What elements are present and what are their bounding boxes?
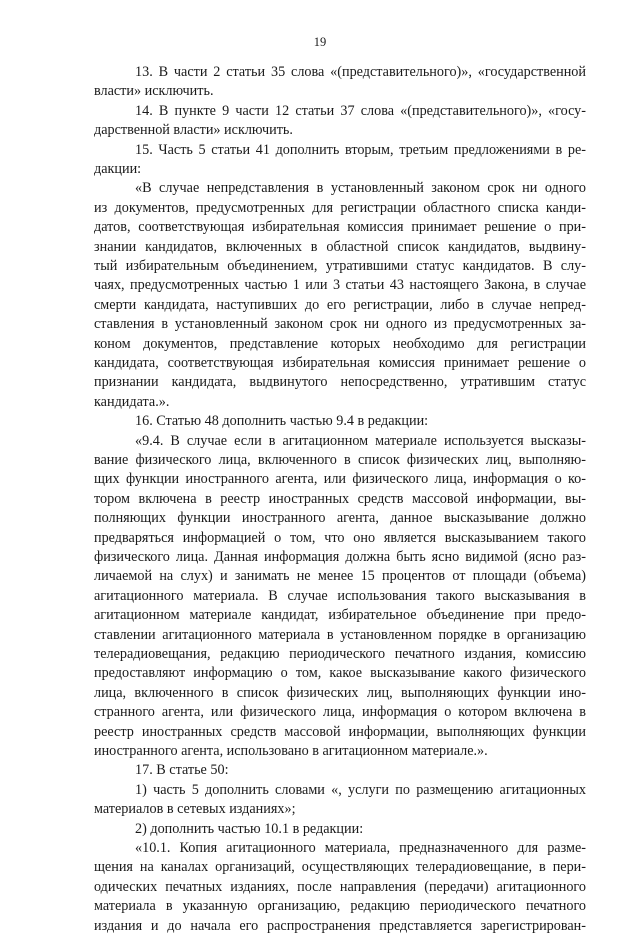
text-line: физического лица. Данная информация должна быть ясно видимой (ясно раз- <box>94 549 586 565</box>
text-line: власти» исключить. <box>94 83 214 100</box>
text-line: щих функции иностранного агента, или физического лица, информация о ко- <box>94 471 586 488</box>
text-line: странного агента, или физического лица, информация о котором включена в <box>94 704 586 721</box>
text-line: чаях, предусмотренных частью 1 или 3 статьи 43 настоящего Закона, в случае <box>94 277 586 294</box>
text-line: кандидата, соответствующая избирательная комиссия принимает решение о <box>94 355 586 371</box>
text-line: вание физического лица, включенного в список физических лиц, выполняю- <box>94 452 586 468</box>
text-line: «10.1. Копия агитационного материала, предназначенного для разме- <box>135 840 586 856</box>
text-line: дакции: <box>94 161 142 177</box>
text-line: издания и до начала его распространения представляется зарегистрирован- <box>94 917 586 934</box>
text-line: предваряться информацией о том, что оно является высказыванием такого <box>94 529 586 546</box>
text-line: 14. В пункте 9 части 12 статьи 37 слова «(представительного)», «госу- <box>135 102 586 119</box>
text-line: 13. В части 2 статьи 35 слова «(представительного)», «государственной <box>135 64 586 80</box>
text-line: щения на каналах организаций, осуществляющих телерадиовещание, в пери- <box>94 859 586 876</box>
text-line: иностранного агента, использовано в агитационном материале.». <box>94 743 488 759</box>
text-line: коном документов, представление которых необходимо для регистрации <box>94 335 586 352</box>
text-line: агитационном материале кандидат, избирательное объединение при предо- <box>94 607 586 624</box>
text-line: 17. В статье 50: <box>135 762 229 779</box>
text-line: лица, включенного в список физических лиц, выполняющих функции ино- <box>94 684 586 701</box>
text-line: из документов, предусмотренных для регистрации областного списка канди- <box>94 199 586 216</box>
text-line: материалов в сетевых изданиях»; <box>94 801 296 818</box>
text-line: личаемой на слух) и занимать не менее 15 процентов от площади (объема) <box>94 568 586 585</box>
text-line: одических печатных изданиях, после направления (передачи) агитационного <box>94 878 586 895</box>
text-line: тый избирательным объединением, утратившими статус кандидатов. В слу- <box>94 258 586 274</box>
text-line: ставлении агитационного материала в установленном порядке в организацию <box>94 626 586 643</box>
text-line: тором включена в реестр иностранных средств массовой информации, вы- <box>94 490 586 507</box>
text-line: 2) дополнить частью 10.1 в редакции: <box>135 820 364 837</box>
text-line: полняющих функции иностранного агента, данное высказывание должно <box>94 510 586 527</box>
text-line: кандидата.». <box>94 393 170 410</box>
text-line: «9.4. В случае если в агитационном материале используется высказы- <box>135 432 586 449</box>
text-line: реестр иностранных средств массовой информации, выполняющих функции <box>94 723 586 740</box>
text-line: ставления в установленный законом срок ни одного из предусмотренных за- <box>94 316 586 333</box>
text-line: предоставляют информацию о том, какое высказывание какого физического <box>94 665 586 682</box>
text-line: материала в указанную организацию, редакцию периодического печатного <box>94 898 586 915</box>
text-line: датов, соответствующая избирательная комиссия принимает решение о при- <box>94 219 586 236</box>
text-line: 1) часть 5 дополнить словами «, услуги по размещению агитационных <box>135 781 586 798</box>
text-line: 16. Статью 48 дополнить частью 9.4 в редакции: <box>135 413 429 430</box>
text-line: телерадиовещания, редакцию периодического печатного издания, комиссию <box>94 646 586 662</box>
text-line: смерти кандидата, наступивших до его регистрации, либо в случае непред- <box>94 296 586 313</box>
text-line: знании кандидатов, включенных в областной список кандидатов, выдвину- <box>94 238 586 255</box>
text-line: признании кандидата, выдвинутого непосредственно, утратившим статус <box>94 374 586 391</box>
text-line: агитационного материала. В случае использования такого высказывания в <box>94 587 586 604</box>
text-line: 15. Часть 5 статьи 41 дополнить вторым, третьим предложениями в ре- <box>135 141 586 158</box>
page-number: 19 <box>313 35 327 49</box>
text-line: дарственной власти» исключить. <box>94 122 293 139</box>
text-line: «В случае непредставления в установленный законом срок ни одного <box>135 180 586 197</box>
